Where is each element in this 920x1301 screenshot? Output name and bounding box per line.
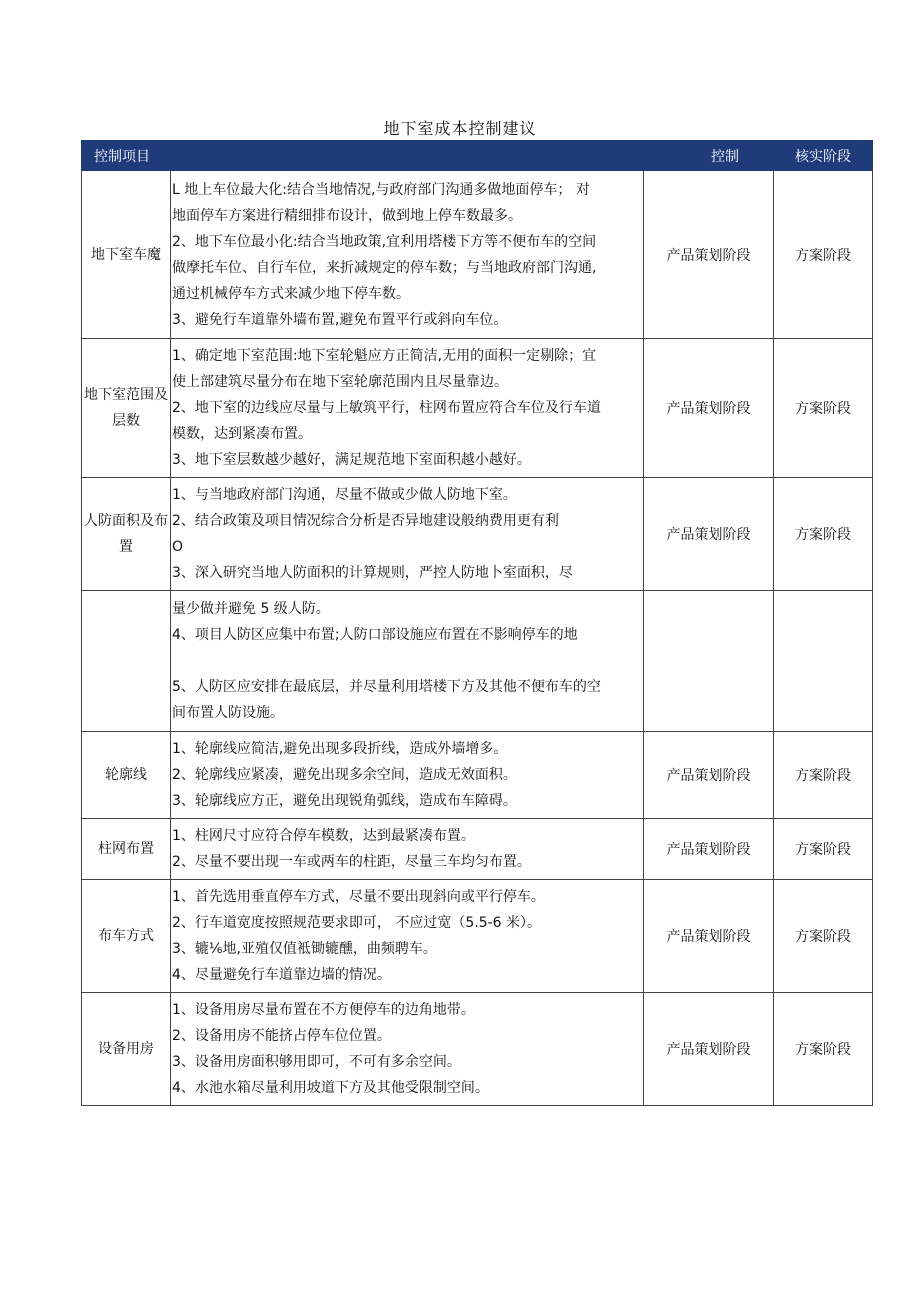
content-line: 1、与当地政府部门沟通，尽量不做或少做人防地下室。 (172, 487, 517, 503)
content-line: 3、设备用房面积够用即可，不可有多余空间。 (172, 1054, 461, 1070)
row-item-label: 设备用房 (82, 993, 171, 1106)
row-item-label (82, 591, 171, 732)
document-title: 地下室成本控制建议 (383, 119, 537, 138)
table-row (82, 171, 873, 339)
table-row (82, 993, 873, 1106)
row-item-label: 人防面积及布置 (82, 478, 171, 591)
content-line: 3、轮廓线应方正，避免出现锐角弧线，造成布车障碍。 (172, 793, 517, 809)
header-control-item: 控制项目 (82, 141, 171, 171)
table-row (82, 732, 873, 819)
row-control-stage: 产品策划阶段 (644, 819, 774, 880)
row-control-stage: 产品策划阶段 (644, 478, 774, 591)
row-verify-stage: 方案阶段 (774, 171, 873, 339)
row-content (171, 339, 644, 478)
row-control-stage: 产品策划阶段 (644, 171, 774, 339)
row-verify-stage: 方案阶段 (774, 993, 873, 1106)
row-verify-stage: 方案阶段 (774, 732, 873, 819)
content-line: 1、确定地下室范围:地下室轮魁应方正简洁,无用的面积一定剔除；宜 (172, 348, 597, 364)
row-content (171, 993, 644, 1106)
content-line: 3、地下室层数越少越好，满足规范地下室面积越小越好。 (172, 452, 531, 468)
row-content (171, 819, 644, 880)
table-row (82, 880, 873, 993)
row-control-stage: 产品策划阶段 (644, 880, 774, 993)
cost-control-table (81, 140, 873, 1106)
row-verify-stage (774, 591, 873, 732)
row-item-label: 布车方式 (82, 880, 171, 993)
row-content (171, 591, 644, 732)
row-verify-stage: 方案阶段 (774, 478, 873, 591)
row-control-stage: 产品策划阶段 (644, 732, 774, 819)
content-line: 4、项目人防区应集中布置;人防口部设施应布置在不影响停车的地 (172, 627, 578, 643)
content-line: 通过机械停车方式来减少地下停车数。 (172, 285, 410, 302)
content-line: 做摩托车位、自行车位，来折减规定的停车数；与当地政府部门沟通, (172, 259, 597, 276)
content-line: 使上部建筑尽量分布在地下室轮廓范围内且尽量靠边。 (172, 374, 508, 390)
content-line (172, 648, 643, 674)
table-row (82, 478, 873, 591)
content-line: 量少做并避免 5 级人防。 (172, 601, 330, 617)
row-item-label: 地下室范围及层数 (82, 339, 171, 478)
table-header-row (82, 141, 873, 171)
row-verify-stage: 方案阶段 (774, 880, 873, 993)
content-line: 3、深入研究当地人防面积的计算规则，严控人防地卜室面积，尽 (172, 565, 573, 581)
row-item-label: 地下室车魔 (82, 171, 171, 339)
content-line: 间布置人防设施。 (172, 705, 284, 721)
table-row (82, 819, 873, 880)
row-verify-stage: 方案阶段 (774, 819, 873, 880)
content-line: 3、避免行车道靠外墙布置,避免布置平行或斜向车位。 (172, 311, 508, 328)
content-line: 2、轮廓线应紧凑，避免出现多余空间，造成无效面积。 (172, 767, 517, 783)
content-line: 2、地下车位最小化:结合当地政策,宜利用塔楼下方等不便布车的空间 (172, 233, 597, 250)
row-content (171, 478, 644, 591)
content-line: 2、行车道宽度按照规范要求即可， 不应过宽（5.5-6 米）。 (172, 915, 542, 931)
content-line: 模数，达到紧凑布置。 (172, 426, 312, 442)
content-line: 1、轮廓线应简洁,避免出现多段折线，造成外墙增多。 (172, 741, 508, 757)
row-content (171, 732, 644, 819)
content-line: 1、设备用房尽量布置在不方便停车的边角地带。 (172, 1002, 475, 1018)
content-line: 1、柱网尺寸应符合停车模数，达到最紧凑布置。 (172, 828, 475, 844)
content-line: 2、设备用房不能挤占停车位位置。 (172, 1028, 391, 1044)
row-verify-stage: 方案阶段 (774, 339, 873, 478)
row-content (171, 880, 644, 993)
header-verify-stage: 核实阶段 (774, 141, 873, 171)
content-line: 2、尽量不要出现一车或两车的柱距，尽量三车均匀布置。 (172, 854, 531, 870)
table-row (82, 591, 873, 732)
row-control-stage (644, 591, 774, 732)
content-line: 1、首先选用垂直停车方式，尽量不要出现斜向或平行停车。 (172, 889, 545, 905)
content-line: 2、地下室的边线应尽量与上敏筑平行，柱网布置应符合车位及行车道 (172, 400, 601, 416)
table-row (82, 339, 873, 478)
row-control-stage: 产品策划阶段 (644, 993, 774, 1106)
header-control: 控制 (171, 141, 774, 171)
content-line: 3、辘⅙地,亚殖仅值袛锄辘醺，曲频聘车。 (172, 941, 437, 957)
content-line: 2、结合政策及项目情况综合分析是否异地建设般纳费用更有利 (172, 513, 559, 529)
content-line: L 地上车位最大化:结合当地情况,与政府部门沟通多做地面停车； 对 (172, 181, 590, 198)
content-line: 5、人防区应安排在最底层，并尽量利用塔楼下方及其他不便布车的空 (172, 679, 601, 695)
row-control-stage: 产品策划阶段 (644, 339, 774, 478)
row-content (171, 171, 644, 339)
row-item-label: 柱网布置 (82, 819, 171, 880)
content-line: 4、尽量避免行车道靠边墙的情况。 (172, 967, 391, 983)
content-line: 地面停车方案进行精细排布设计，做到地上停车数最多。 (172, 207, 522, 224)
content-line: O (172, 539, 184, 555)
content-line: 4、水池水箱尽量利用坡道下方及其他受限制空间。 (172, 1080, 489, 1096)
row-item-label: 轮廓线 (82, 732, 171, 819)
